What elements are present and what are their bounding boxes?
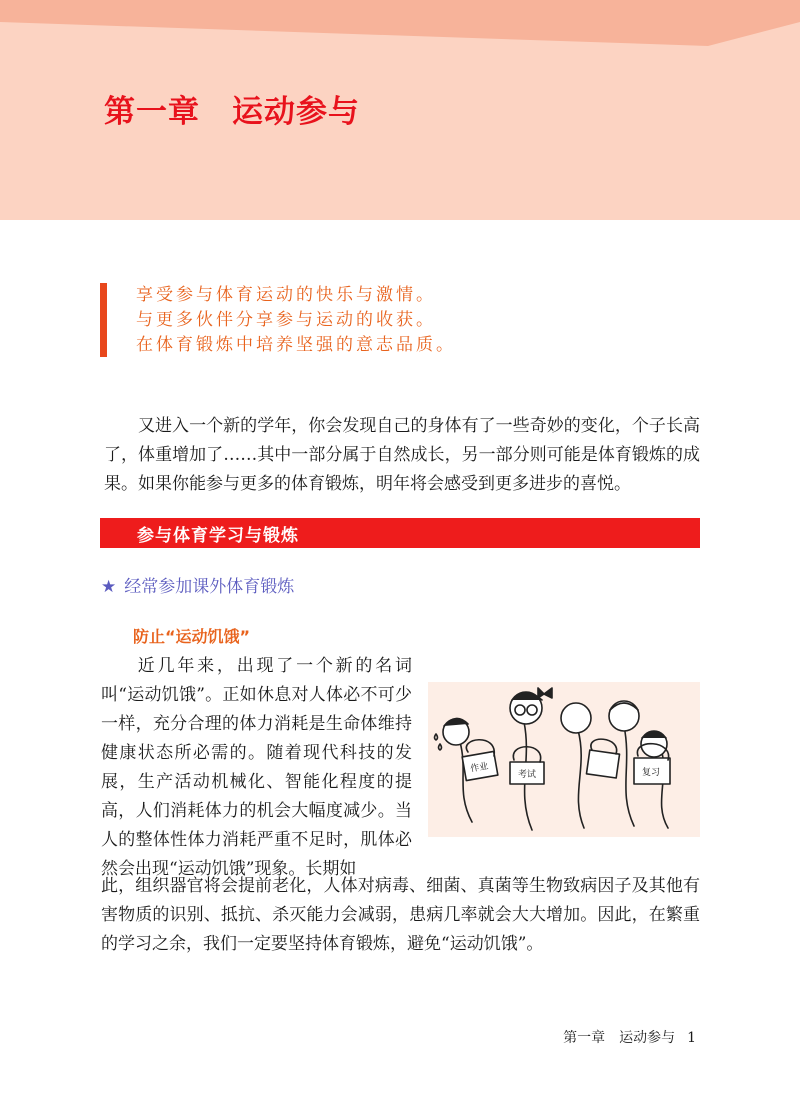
topic-paragraph-part1: 近几年来，出现了一个新的名词叫“运动饥饿”。正如休息对人体必不可少一样，充分合理的体力消耗是生命体维持健康状态所必需的。随着现代科技的发展，生产活动机械化、智能化程度的提高，人们消耗体力的机会大幅度减少。当人的整体性体力消耗严重不足时，肌体必然会出现“运动饥饿”现象。长期如 [101,656,412,879]
star-icon: ★ [101,577,117,597]
book-bag-3 [586,750,619,778]
chapter-header-band [0,0,800,220]
book-label-exam: 考试 [518,770,537,780]
figure-body-1 [460,742,472,822]
page-number: 1 [687,1030,696,1046]
goal-item: 享受参与体育运动的快乐与激情。 [136,285,436,305]
chapter-title: 第一章 运动参与 [104,94,360,130]
figure-hair-5 [642,732,666,738]
topic-paragraph-continued: 此，组织器官将会提前老化，人体对病毒、细菌、真菌等生物致病因子及其他有害物质的识别、抵抗、杀灭能力会减弱，患病几率就会大大增加。因此，在繁重的学习之余，我们一定要坚持体育锻炼，避免“运动饥饿”。 [101,876,700,954]
accent-wedge-shape [0,0,800,46]
section-heading-bar [100,518,700,548]
topic-title: 防止“运动饥饿” [133,627,251,646]
book-label-homework: 作业 [469,761,490,775]
footer-title: 运动参与 [619,1030,676,1046]
subsection-title: 经常参加课外体育锻炼 [124,577,295,597]
students-with-books-illustration [428,682,700,837]
goal-item: 与更多伙伴分享参与运动的收获。 [136,310,436,330]
learning-goals [100,283,700,357]
footer-chapter: 第一章 [563,1030,606,1046]
topic-paragraph-wrapped [101,652,412,884]
sweat-drops [435,734,442,750]
goals-list [136,283,456,358]
header-accent-wedge [0,0,800,60]
figure-head-4 [609,701,639,731]
goals-accent-bar [100,283,107,357]
figure-body-3 [578,730,584,828]
figure-bow [538,688,552,698]
book-label-review: 复习 [642,768,661,778]
section-title: 参与体育学习与锻炼 [137,526,299,546]
subsection-heading [101,572,294,597]
goal-item: 在体育锻炼中培养坚强的意志品质。 [136,335,456,355]
figure-head-3 [561,703,591,733]
page-footer [563,1027,696,1047]
intro-paragraph: 又进入一个新的学年，你会发现自己的身体有了一些奇妙的变化，个子长高了，体重增加了……其中一部分属于自然成长，另一部分则可能是体育锻炼的成果。如果你能参与更多的体育锻炼，明年将会感受到更多进步的喜悦。 [104,416,700,494]
figure-body-4 [624,726,634,826]
cartoon-illustration [428,682,700,837]
